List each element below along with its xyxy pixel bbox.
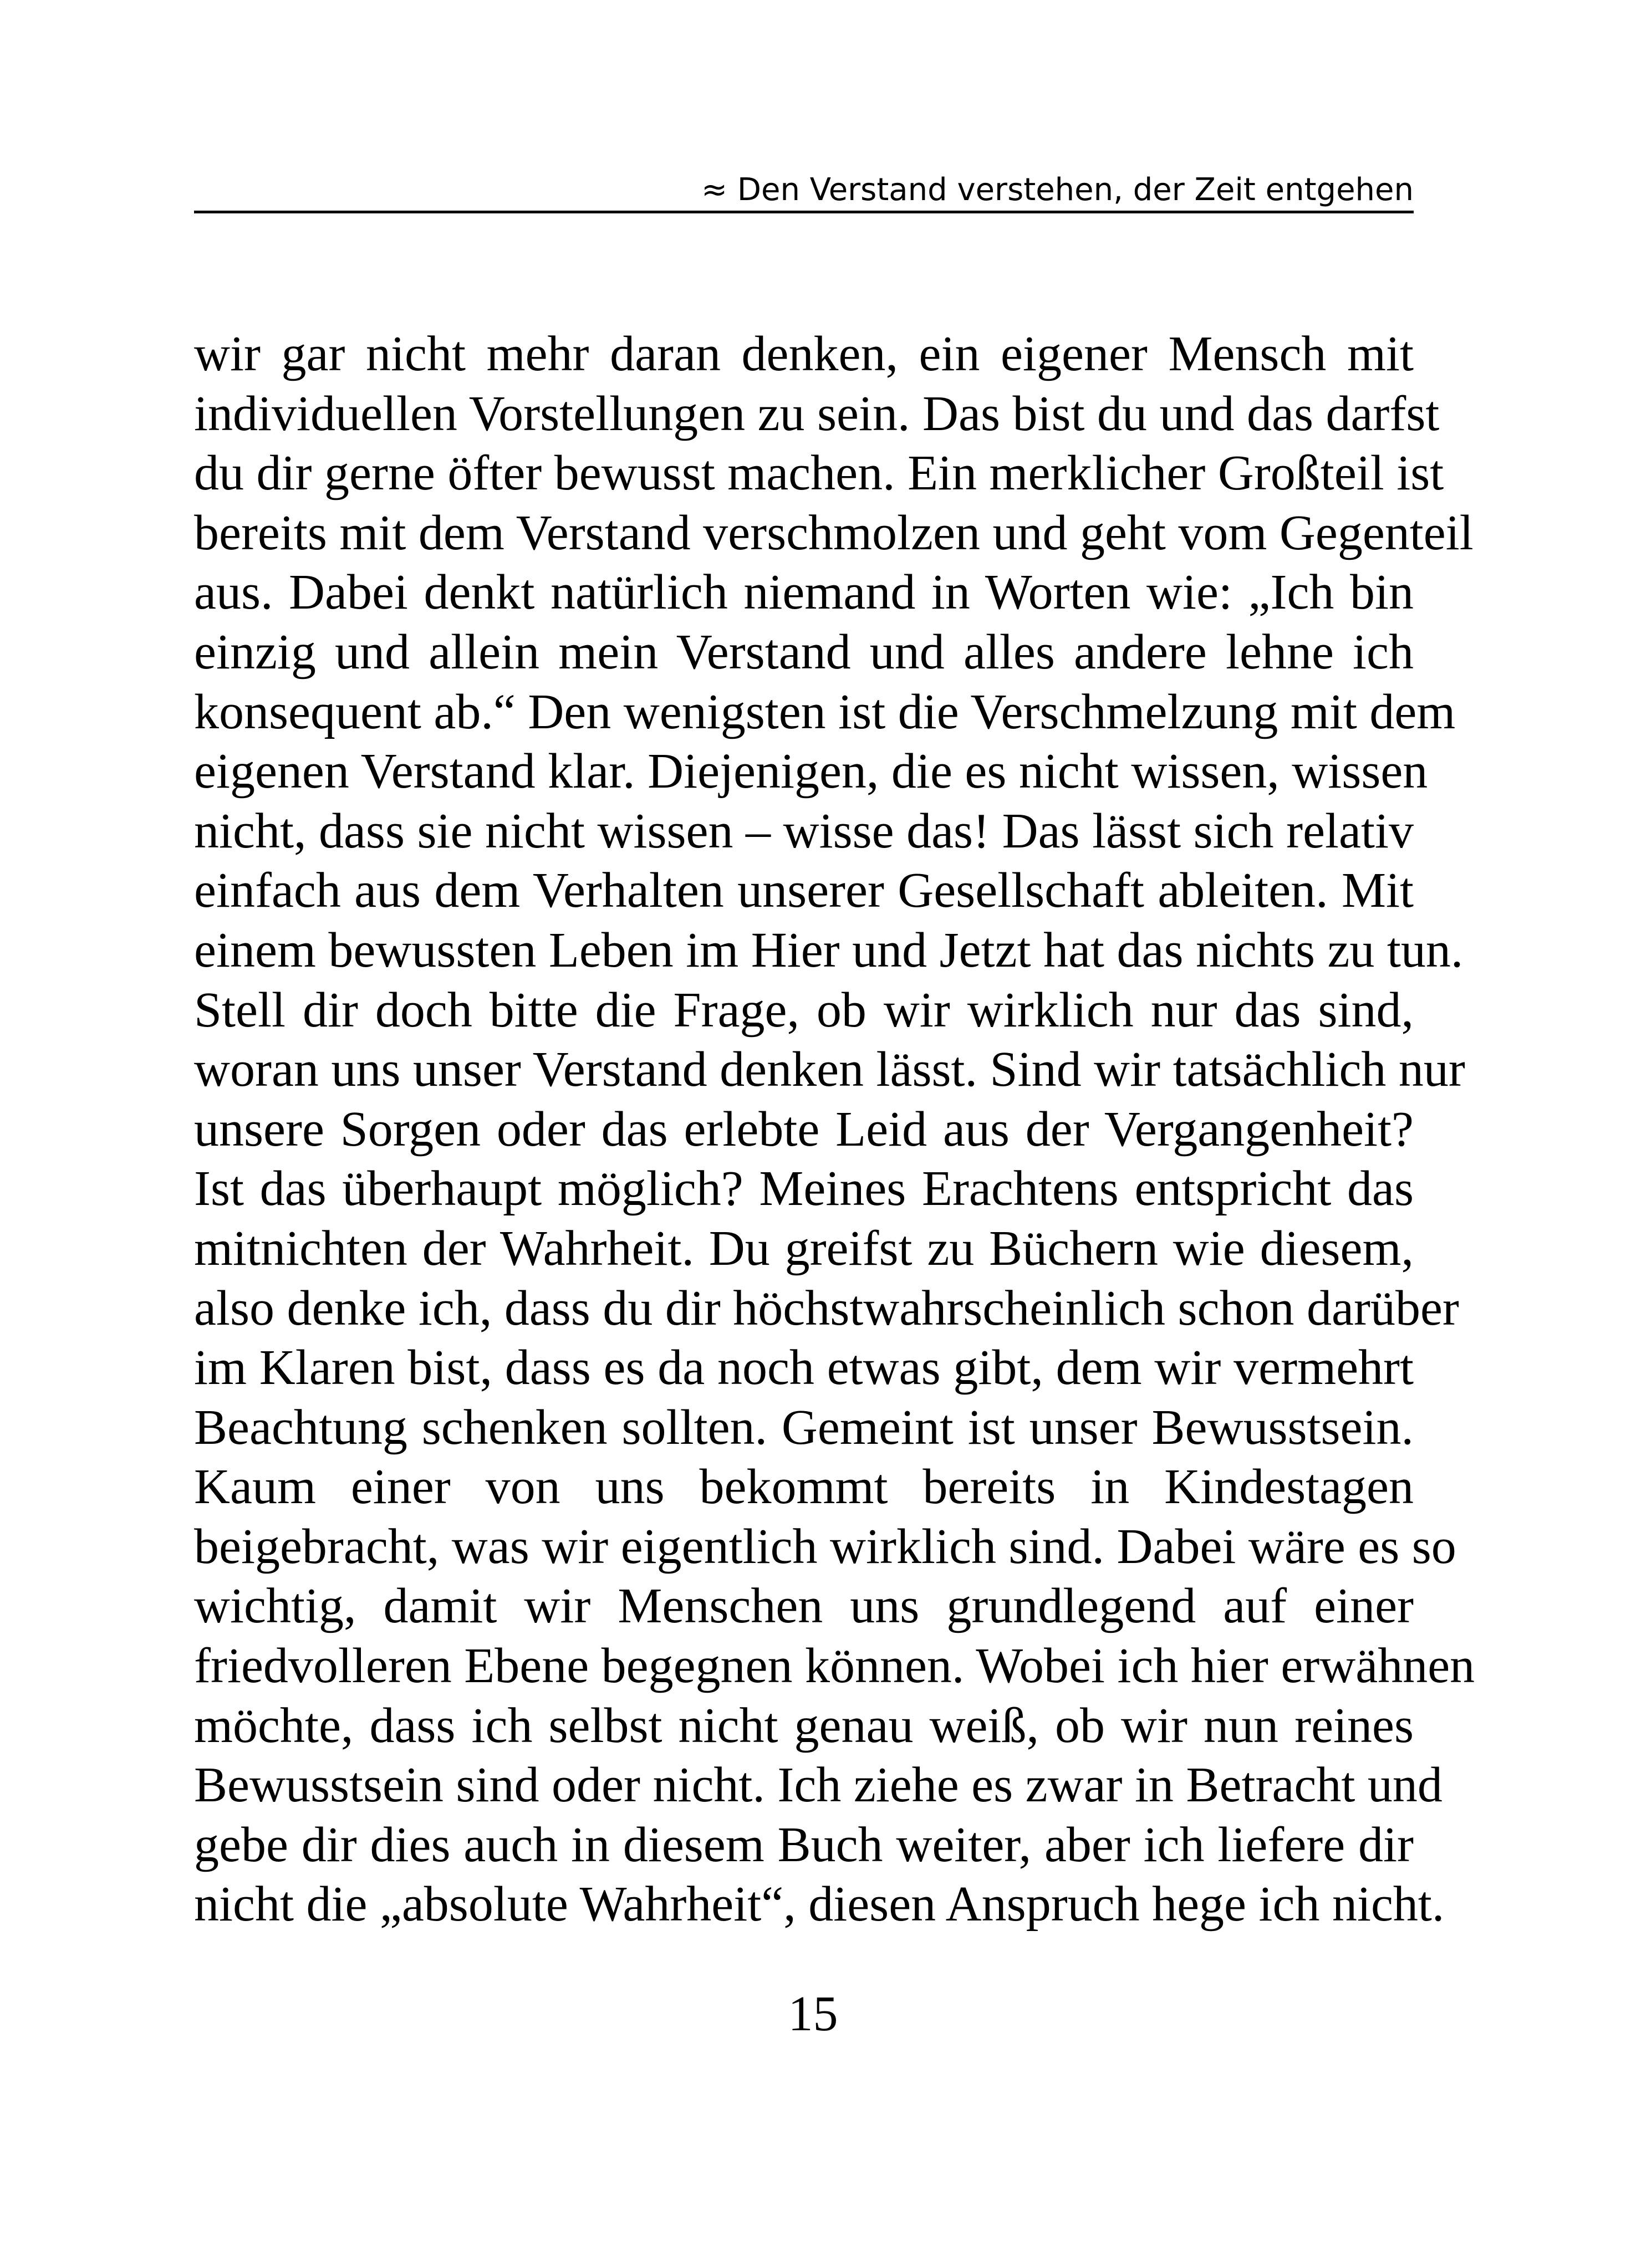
- text-line: friedvolleren Ebene begegnen können. Wobei ich hier erwähnen: [194, 1638, 1475, 1694]
- text-line: beigebracht, was wir eigentlich wirklich sind. Dabei wäre es so: [194, 1519, 1456, 1574]
- text-line: nicht, dass sie nicht wissen – wisse das! Das lässt sich relativ: [194, 803, 1414, 859]
- text-line: gebe dir dies auch in diesem Buch weiter, aber ich liefere dir: [194, 1817, 1414, 1872]
- text-line: im Klaren bist, dass es da noch etwas gibt, dem wir vermehrt: [194, 1340, 1414, 1396]
- text-line: Ist das überhaupt möglich? Meines Erachtens entspricht das: [194, 1161, 1414, 1217]
- text-line: Bewusstsein sind oder nicht. Ich ziehe es zwar in Betracht und: [194, 1758, 1442, 1813]
- text-line: individuellen Vorstellungen zu sein. Das bist du und das darfst: [194, 386, 1440, 441]
- text-line: einzig und allein mein Verstand und alles andere lehne ich: [194, 624, 1414, 680]
- text-line: also denke ich, dass du dir höchstwahrscheinlich schon darüber: [194, 1280, 1459, 1336]
- text-line: unsere Sorgen oder das erlebte Leid aus der Vergangenheit?: [194, 1101, 1414, 1157]
- running-header: [194, 161, 1414, 213]
- text-line: bereits mit dem Verstand verschmolzen und geht vom Gegenteil: [194, 505, 1474, 560]
- text-line: Beachtung schenken sollten. Gemeint ist unser Bewusstsein.: [194, 1399, 1414, 1455]
- text-line: mitnichten der Wahrheit. Du greifst zu Büchern wie diesem,: [194, 1220, 1414, 1276]
- text-line: Kaum einer von uns bekommt bereits in Kindestagen: [194, 1459, 1414, 1515]
- text-line: woran uns unser Verstand denken lässt. Sind wir tatsächlich nur: [194, 1042, 1465, 1097]
- text-line: nicht die „absolute Wahrheit“, diesen Anspruch hege ich nicht.: [194, 1877, 1445, 1932]
- text-line: wichtig, damit wir Menschen uns grundlegend auf einer: [194, 1579, 1414, 1634]
- text-line: eigenen Verstand klar. Diejenigen, die es nicht wissen, wissen: [194, 744, 1428, 799]
- running-header-title: ≈ Den Verstand verstehen, der Zeit entgehen: [701, 172, 1414, 208]
- text-line: möchte, dass ich selbst nicht genau weiß, ob wir nun reines: [194, 1698, 1414, 1753]
- text-line: Stell dir doch bitte die Frage, ob wir wirklich nur das sind,: [194, 982, 1414, 1038]
- text-line: einfach aus dem Verhalten unserer Gesellschaft ableiten. Mit: [194, 863, 1414, 918]
- text-line: konsequent ab.“ Den wenigsten ist die Verschmelzung mit dem: [194, 684, 1456, 739]
- text-line: du dir gerne öfter bewusst machen. Ein merklicher Großteil ist: [194, 446, 1444, 501]
- text-line: aus. Dabei denkt natürlich niemand in Worten wie: „Ich bin: [194, 565, 1414, 620]
- body-paragraph: [194, 324, 1475, 1934]
- text-line: wir gar nicht mehr daran denken, ein eigener Mensch mit: [194, 326, 1414, 381]
- page-number: 15: [788, 1986, 838, 2041]
- text-line: einem bewussten Leben im Hier und Jetzt hat das nichts zu tun.: [194, 922, 1464, 978]
